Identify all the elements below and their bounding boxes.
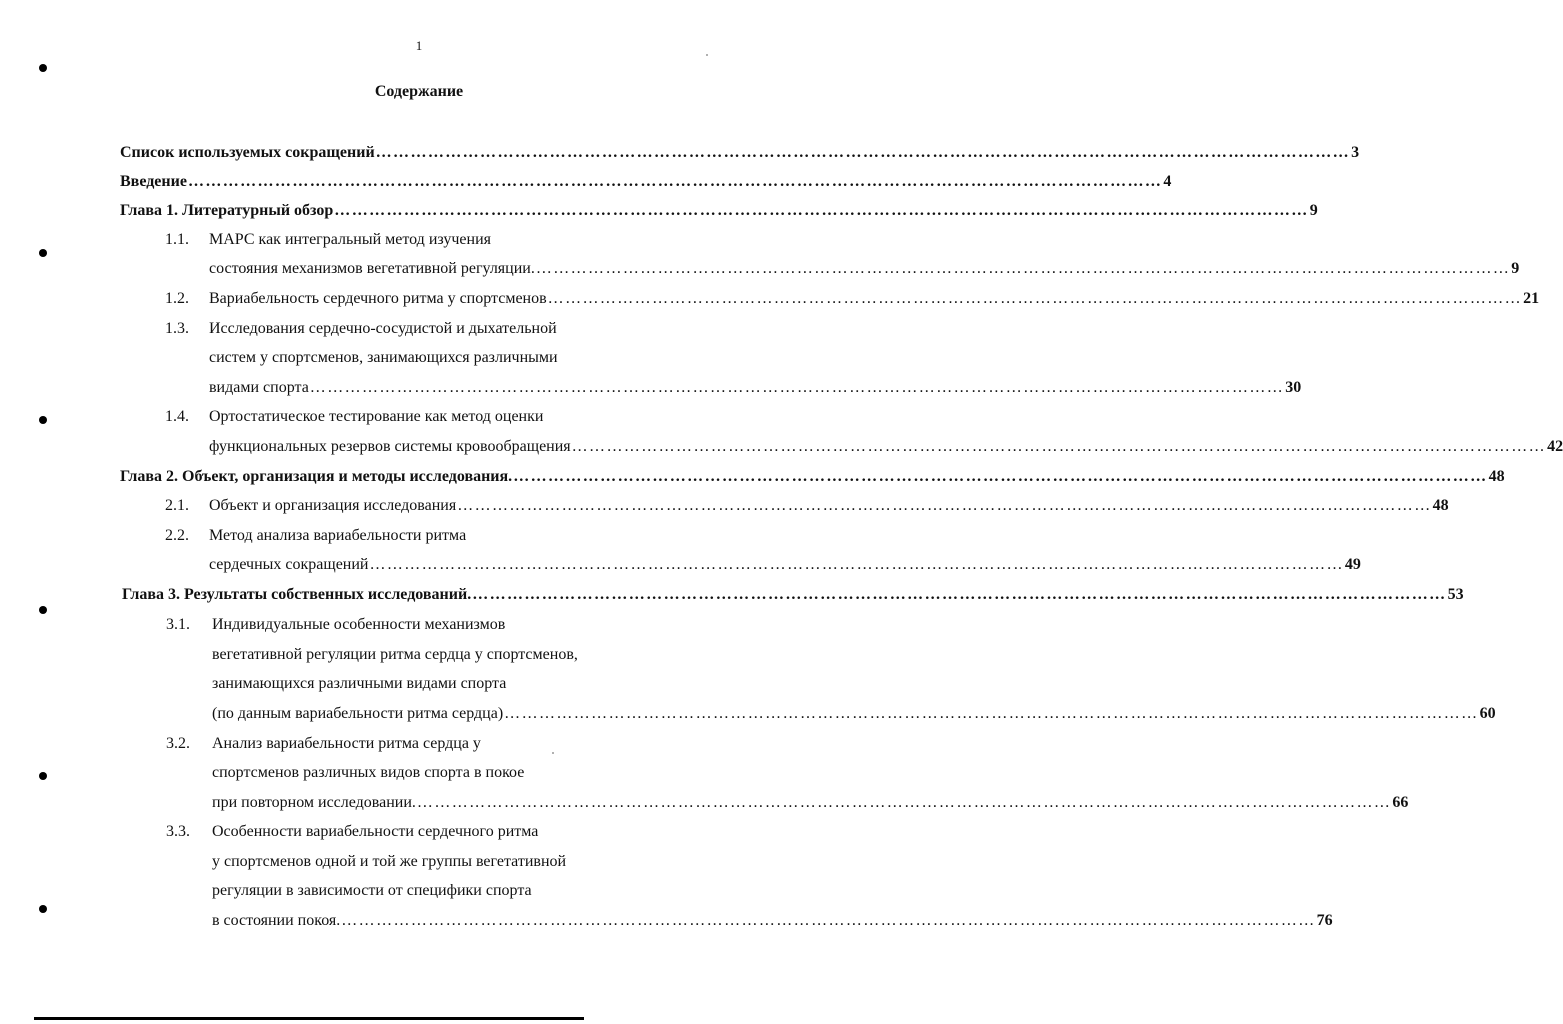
dot-leader: …………………………………………………………………………………………………………………………………………………… [341, 912, 1316, 929]
section-number: 3.1. [166, 616, 190, 633]
section-text-line: спортсменов различных видов спорта в покое [212, 764, 525, 781]
toc-page-number: 30 [1285, 379, 1302, 396]
toc-entry-text: Введение [120, 173, 187, 190]
toc-entry-text: Глава 2. Объект, организация и методы исследования. [120, 468, 513, 485]
dot-leader: …………………………………………………………………………………………………………………………………………………… [309, 379, 1285, 396]
toc-section-1-4-last-line [209, 436, 1563, 458]
section-text-line: у спортсменов одной и той же группы вегетативной [212, 853, 567, 870]
toc-page-number: 76 [1316, 912, 1333, 929]
section-text-line: Ортостатическое тестирование как метод оценки [209, 408, 544, 425]
dot-leader: …………………………………………………………………………………………………………………………………………………… [457, 497, 1432, 514]
toc-section-2-2-last-line [209, 554, 1361, 576]
dot-leader: …………………………………………………………………………………………………………………………………………………… [375, 144, 1351, 161]
toc-section-1-2 [209, 288, 1540, 310]
toc-section-3-2-last-line [212, 792, 1409, 814]
toc-page-number: 3 [1351, 144, 1360, 161]
toc-page-number: 66 [1392, 794, 1409, 811]
section-text-line: Анализ вариабельности ритма сердца у [212, 735, 481, 752]
section-text-line: при повторном исследовании. [212, 794, 416, 811]
section-text-line: систем у спортсменов, занимающихся различными [209, 349, 558, 366]
toc-section-3-1-last-line [212, 703, 1496, 725]
dot-leader: …………………………………………………………………………………………………………………………………………………… [504, 705, 1479, 722]
page-number: 1 [415, 38, 423, 53]
section-text-line: в состоянии покоя. [212, 912, 341, 929]
toc-entry-text: Список используемых сокращений [120, 144, 375, 161]
dot-leader: …………………………………………………………………………………………………………………………………………………… [535, 260, 1511, 277]
section-text-line: состояния механизмов вегетативной регуляции. [209, 260, 535, 277]
section-text-line: вегетативной регуляции ритма сердца у спортсменов, [212, 646, 578, 663]
toc-page-number: 9 [1511, 260, 1520, 277]
section-number: 1.4. [165, 408, 189, 425]
toc-page-number: 9 [1309, 202, 1318, 219]
section-text-line: Исследования сердечно-сосудистой и дыхательной [209, 320, 557, 337]
toc-section-2-1 [209, 495, 1449, 517]
section-text-line: Индивидуальные особенности механизмов [212, 616, 506, 633]
section-text-line: занимающихся различными видами спорта [212, 675, 507, 692]
toc-page-number: 48 [1488, 468, 1505, 485]
toc-page-number: 21 [1523, 290, 1540, 307]
toc-entry-text: Глава 3. Результаты собственных исследований. [122, 586, 472, 603]
dot-leader: …………………………………………………………………………………………………………………………………………………… [416, 794, 1392, 811]
section-number: 3.2. [166, 735, 190, 752]
section-text-line: регуляции в зависимости от специфики спорта [212, 882, 532, 899]
toc-page-number: 4 [1163, 173, 1172, 190]
dot-leader: …………………………………………………………………………………………………………………………………………………… [513, 468, 1488, 485]
section-text-line: Вариабельность сердечного ритма у спортсменов [209, 290, 547, 307]
toc-chapter-3 [122, 584, 1464, 606]
toc-entry-introduction [120, 171, 1172, 193]
toc-chapter-1 [120, 200, 1318, 222]
scan-speck [706, 54, 708, 56]
toc-entry-abbreviations [120, 142, 1360, 164]
section-text-line: видами спорта [209, 379, 309, 396]
toc-page-number: 60 [1479, 705, 1496, 722]
toc-page-number: 42 [1547, 438, 1563, 455]
section-text-line: функциональных резервов системы кровообращения [209, 438, 571, 455]
toc-page-number: 48 [1432, 497, 1449, 514]
dot-leader: …………………………………………………………………………………………………………………………………………………… [334, 202, 1309, 219]
toc-page-number: 53 [1447, 586, 1464, 603]
section-text-line: Особенности вариабельности сердечного ритма [212, 823, 539, 840]
punch-hole-mark [39, 249, 47, 257]
toc-section-1-3-last-line [209, 377, 1302, 399]
section-number: 2.1. [165, 497, 189, 514]
section-number: 1.2. [165, 290, 189, 307]
scan-bottom-edge-rule [34, 1017, 584, 1020]
punch-hole-mark [39, 606, 47, 614]
section-number: 1.1. [165, 231, 189, 248]
punch-hole-mark [39, 905, 47, 913]
toc-section-3-3-last-line [212, 910, 1333, 932]
punch-hole-mark [39, 416, 47, 424]
punch-hole-mark [39, 772, 47, 780]
section-number: 1.3. [165, 320, 189, 337]
dot-leader: …………………………………………………………………………………………………………………………………………………… [547, 290, 1523, 307]
dot-leader: …………………………………………………………………………………………………………………………………………………… [187, 173, 1163, 190]
page-title: Содержание [374, 83, 464, 100]
toc-page-number: 49 [1344, 556, 1361, 573]
toc-chapter-2 [120, 466, 1505, 488]
section-text-line: (по данным вариабельности ритма сердца) [212, 705, 504, 722]
section-text-line: МАРС как интегральный метод изучения [209, 231, 491, 248]
dot-leader: …………………………………………………………………………………………………………………………………………………… [369, 556, 1344, 573]
section-number: 2.2. [165, 527, 189, 544]
toc-section-1-1-last-line [209, 258, 1520, 280]
scan-speck [552, 752, 554, 754]
punch-hole-mark [39, 64, 47, 72]
dot-leader: …………………………………………………………………………………………………………………………………………………… [571, 438, 1547, 455]
section-text-line: Объект и организация исследования [209, 497, 457, 514]
toc-entry-text: Глава 1. Литературный обзор [120, 202, 334, 219]
section-text-line: сердечных сокращений [209, 556, 369, 573]
section-text-line: Метод анализа вариабельности ритма [209, 527, 467, 544]
dot-leader: …………………………………………………………………………………………………………………………………………………… [472, 586, 1447, 603]
section-number: 3.3. [166, 823, 190, 840]
